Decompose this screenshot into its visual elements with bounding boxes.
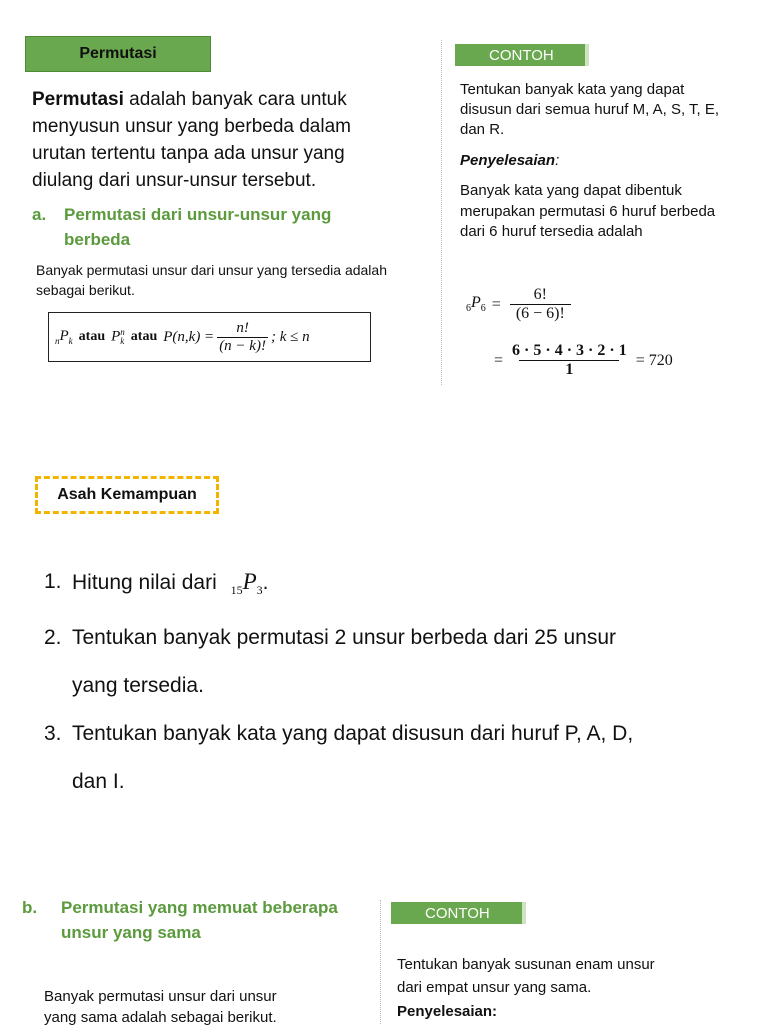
- formula-p2: P n k: [111, 327, 125, 346]
- practice-question-2: 2. Tentukan banyak permutasi 2 unsur berbeda dari 25 unsur: [44, 626, 617, 650]
- section-title-text: Permutasi: [79, 45, 157, 62]
- example-2-question: Tentukan banyak susunan enam unsur dari empat unsur yang sama.: [397, 956, 655, 996]
- part-b-heading: [22, 895, 382, 945]
- example-1-answer: Banyak kata yang dapat dibentuk merupakan permutasi 6 huruf berbeda dari 6 huruf tersedia adalah: [460, 182, 716, 240]
- example-tag-2: CONTOH: [391, 902, 522, 924]
- practice-title: Asah Kemampuan: [57, 486, 197, 503]
- part-a-label: a.: [32, 205, 47, 224]
- definition-text: adalah banyak cara untuk menyusun unsur yang berbeda dalam urutan tertentu tanpa ada unsur yang diulang dari unsur-unsur tersebut.: [32, 89, 351, 191]
- example-tag-1: CONTOH: [455, 44, 585, 66]
- formula-atau-1: atau: [78, 329, 106, 344]
- practice-question-1: 1. Hitung nilai dari $_{15}P_3$.: [44, 569, 269, 598]
- definition-term: Permutasi: [32, 89, 124, 110]
- part-b-label: b.: [22, 898, 38, 917]
- formula-fraction: $\frac{n!}{(n - k)!}$: [219, 319, 266, 354]
- formula-function: P(n,k) =: [163, 328, 215, 345]
- part-a-intro: Banyak permutasi unsur dari unsur yang tersedia adalah sebagai berikut.: [36, 262, 387, 298]
- permutation-formula: [48, 312, 371, 362]
- section-title: [25, 36, 211, 72]
- practice-title-box: [35, 476, 219, 514]
- part-b-intro: Banyak permutasi unsur dari unsur yang sama adalah sebagai berikut.: [44, 988, 277, 1026]
- part-b-title-line2: unsur yang sama: [61, 923, 201, 942]
- example-2-solution-label: Penyelesaian:: [397, 1003, 498, 1020]
- part-b-title-line1: Permutasi yang memuat beberapa: [61, 898, 338, 917]
- part-a-title-line1: Permutasi dari unsur-unsur yang: [64, 205, 332, 224]
- example-1-question: Tentukan banyak kata yang dapat disusun dari semua huruf M, A, S, T, E, dan R.: [460, 81, 720, 138]
- part-a-heading: [32, 202, 392, 252]
- practice-questions: 1. Hitung nilai dari $_{15}P_3$. 2. Tentukan banyak permutasi 2 unsur berbeda dari 25 unsur yang tersedia. 3. Tentukan banyak kata yang dapat disusun dari huruf P, A, D, dan I.: [44, 558, 734, 806]
- formula-condition: ; k ≤ n: [270, 328, 310, 345]
- example-1-calc-line1: $_6P_6$ = $\frac{6!}{(6 - 6)!}$: [466, 286, 574, 323]
- example-1-solution-label: Penyelesaian:: [460, 152, 560, 169]
- example-1-result: = 720: [635, 351, 673, 369]
- example-1-calc-line2: = $\frac{6 \cdot 5 \cdot 4 \cdot 3 \cdot 2 \cdot 1}{1}$ = 720: [494, 342, 673, 378]
- column-divider-bottom: [380, 900, 381, 1024]
- part-a-title-line2: berbeda: [64, 230, 131, 249]
- column-divider-top: [441, 40, 442, 385]
- formula-atau-2: atau: [130, 329, 158, 344]
- formula-p1: $_nP_k$: [55, 328, 73, 346]
- practice-question-3: 3. Tentukan banyak kata yang dapat disusun dari huruf P, A, D,: [44, 722, 634, 746]
- definition-paragraph: [32, 86, 392, 194]
